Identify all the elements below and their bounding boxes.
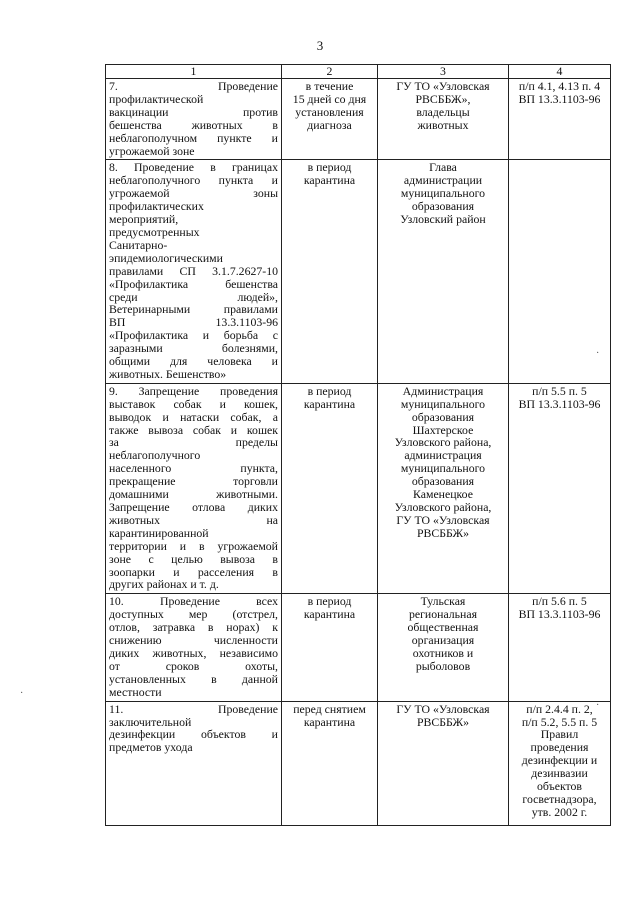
cell-text-line: неблагополучном пункте и bbox=[109, 130, 278, 145]
cell-text-line: также вывоза собак и кошек bbox=[109, 422, 278, 437]
cell-text-line: РВСББЖ» bbox=[416, 714, 470, 729]
cell-text-line: установления bbox=[295, 104, 364, 119]
table-cell-col-2 bbox=[282, 594, 378, 701]
cell-text-line: 10. Проведение всех bbox=[109, 594, 278, 609]
cell-text-line: Шахтерское bbox=[412, 422, 474, 437]
cell-text-line: заразными болезнями, bbox=[109, 341, 278, 356]
cell-text-line: карантинированной bbox=[109, 525, 209, 540]
cell-text-line: прекращение торговли bbox=[109, 474, 278, 489]
cell-text-line: п/п 5.5 п. 5 bbox=[532, 383, 587, 398]
cell-text-line: мероприятий, bbox=[109, 212, 179, 227]
cell-text-line: п/п 5.6 п. 5 bbox=[532, 594, 587, 609]
cell-text-line: утв. 2002 г. bbox=[531, 804, 588, 819]
cell-text-line: дезинфекции и bbox=[521, 753, 598, 768]
cell-text-line: 11. Проведение bbox=[109, 701, 278, 716]
cell-text-line: профилактической bbox=[109, 91, 204, 106]
cell-text-line: РВСББЖ» bbox=[416, 525, 470, 540]
table-cell-col-4 bbox=[509, 383, 611, 594]
cell-text-line: Запрещение отлова диких bbox=[109, 500, 278, 514]
cell-text-line: зоопарки и расселения в bbox=[109, 564, 278, 579]
scan-speck: · bbox=[596, 700, 600, 711]
table-cell-col-1 bbox=[106, 594, 282, 701]
cell-text-line: других районах и т. д. bbox=[109, 577, 219, 592]
cell-text-line: среди людей», bbox=[109, 289, 278, 304]
cell-text-line: Глава bbox=[429, 160, 457, 175]
cell-text-line: территории и в угрожаемой bbox=[109, 538, 278, 553]
cell-text-line: образования bbox=[411, 474, 475, 489]
table-row bbox=[106, 383, 611, 594]
table-cell-col-3 bbox=[378, 79, 509, 160]
table-cell-col-2 bbox=[282, 79, 378, 160]
header-col-4: 4 bbox=[509, 65, 611, 79]
cell-text-line: Тульская bbox=[420, 594, 466, 609]
cell-text-line: за пределы bbox=[109, 435, 278, 450]
cell-text-line: региональная bbox=[408, 607, 478, 622]
cell-text-line: диагноза bbox=[307, 117, 352, 132]
cell-text-line: общественная bbox=[407, 620, 479, 635]
cell-text-line: доступных мер (отстрел, bbox=[109, 607, 278, 622]
cell-text-line: Правил bbox=[540, 727, 579, 742]
scan-speck: · bbox=[596, 348, 600, 359]
cell-text-line: неблагополучного bbox=[109, 448, 201, 463]
table-cell-col-2 bbox=[282, 160, 378, 383]
cell-text-line: неблагополучного пункта и bbox=[109, 173, 278, 188]
table-cell-col-1 bbox=[106, 383, 282, 594]
cell-text-line: госветнадзора, bbox=[522, 791, 597, 806]
table-cell-col-2 bbox=[282, 701, 378, 825]
cell-text-line: проведения bbox=[530, 740, 589, 755]
header-col-3: 3 bbox=[378, 65, 509, 79]
cell-text-line: владельцы bbox=[416, 104, 470, 119]
cell-text-line: населенного пункта, bbox=[109, 461, 278, 476]
cell-text-line: вакцинации против bbox=[109, 104, 278, 119]
cell-text-line: Ветеринарными правилами bbox=[109, 302, 278, 317]
cell-text-line: ВП 13.3.1103-96 bbox=[518, 396, 601, 411]
cell-text-line: профилактических bbox=[109, 199, 204, 214]
cell-text-line: в течение bbox=[305, 79, 354, 93]
header-col-2: 2 bbox=[282, 65, 378, 79]
cell-text-line: Каменецкое bbox=[413, 487, 473, 502]
cell-text-line: 7. Проведение bbox=[109, 79, 278, 93]
cell-text-line: охотников и bbox=[412, 645, 474, 660]
cell-text-line: администрации bbox=[403, 173, 483, 188]
cell-text-line: муниципального bbox=[400, 396, 486, 411]
cell-text-line: животных. Бешенство» bbox=[109, 366, 227, 381]
cell-text-line: образования bbox=[411, 199, 475, 214]
cell-text-line: Санитарно- bbox=[109, 237, 168, 252]
cell-text-line: угрожаемой зоне bbox=[109, 143, 195, 158]
cell-text-line: карантина bbox=[303, 396, 356, 411]
cell-text-line: образования bbox=[411, 409, 475, 424]
cell-text-line: Узловского района, bbox=[394, 500, 492, 514]
cell-text-line: от сроков охоты, bbox=[109, 658, 278, 673]
cell-text-line: 9. Запрещение проведения bbox=[109, 383, 278, 398]
cell-text-line: п/п 4.1, 4.13 п. 4 bbox=[518, 79, 601, 93]
cell-text-line: объектов bbox=[537, 779, 582, 794]
table-cell-col-3 bbox=[378, 383, 509, 594]
cell-text-line: установленных в данной bbox=[109, 671, 278, 686]
cell-text-line: бешенства животных в bbox=[109, 117, 278, 132]
cell-text-line: в период bbox=[307, 383, 352, 398]
table-cell-col-2 bbox=[282, 383, 378, 594]
table-cell-col-1 bbox=[106, 160, 282, 383]
cell-text-line: отлов, затравка в норах) к bbox=[109, 620, 278, 635]
table-cell-col-1 bbox=[106, 701, 282, 825]
cell-text-line: п/п 5.2, 5.5 п. 5 bbox=[521, 714, 598, 729]
cell-text-line: угрожаемой зоны bbox=[109, 186, 278, 201]
cell-text-line: Администрация bbox=[402, 383, 484, 398]
cell-text-line: дезинвазии bbox=[531, 766, 588, 781]
cell-text-line: «Профилактика и борьба с bbox=[109, 328, 278, 343]
cell-text-line: дезинфекции объектов и bbox=[109, 727, 278, 742]
cell-text-line: зоне с целью вывоза в bbox=[109, 551, 278, 566]
cell-text-line: п/п 2.4.4 п. 2, bbox=[526, 701, 593, 716]
cell-text-line: карантина bbox=[303, 173, 356, 188]
cell-text-line: местности bbox=[109, 684, 162, 699]
table-row bbox=[106, 79, 611, 160]
cell-text-line: выставок собак и кошек, bbox=[109, 396, 278, 411]
cell-text-line: животных на bbox=[109, 512, 278, 527]
cell-text-line: ГУ ТО «Узловская bbox=[396, 79, 490, 93]
cell-text-line: ВП 13.3.1103-96 bbox=[518, 607, 601, 622]
cell-text-line: рыболовов bbox=[415, 658, 471, 673]
cell-text-line: ГУ ТО «Узловская bbox=[396, 512, 490, 527]
cell-text-line: заключительной bbox=[109, 714, 192, 729]
cell-text-line: предусмотренных bbox=[109, 224, 200, 239]
scan-speck: · bbox=[20, 688, 24, 699]
cell-text-line: РВСББЖ», bbox=[415, 91, 471, 106]
page-number: 3 bbox=[316, 38, 324, 53]
header-col-1: 1 bbox=[106, 65, 282, 79]
header-row bbox=[106, 65, 611, 79]
cell-text-line: предметов ухода bbox=[109, 740, 193, 755]
table-cell-col-1 bbox=[106, 79, 282, 160]
table-cell-col-4 bbox=[509, 701, 611, 825]
cell-text-line: 8. Проведение в границах bbox=[109, 160, 278, 175]
cell-text-line: общими для человека и bbox=[109, 354, 278, 369]
table-row bbox=[106, 160, 611, 383]
cell-text-line: выводок и натаски собак, а bbox=[109, 409, 278, 424]
cell-text-line: муниципального bbox=[400, 186, 486, 201]
cell-text-line: ВП 13.3.1103-96 bbox=[109, 315, 278, 330]
cell-text-line: организация bbox=[411, 633, 475, 648]
cell-text-line: Узловский район bbox=[400, 212, 486, 227]
table-cell-col-3 bbox=[378, 594, 509, 701]
cell-text-line: ГУ ТО «Узловская bbox=[396, 701, 490, 716]
cell-text-line: муниципального bbox=[400, 461, 486, 476]
cell-text-line: ВП 13.3.1103-96 bbox=[518, 91, 601, 106]
table-cell-col-3 bbox=[378, 701, 509, 825]
cell-text-line: в период bbox=[307, 160, 352, 175]
cell-text-line: эпидемиологическими bbox=[109, 250, 223, 265]
cell-text-line: животных bbox=[417, 117, 469, 132]
cell-text-line: перед снятием bbox=[293, 701, 366, 716]
cell-text-line: диких животных, независимо bbox=[109, 645, 278, 660]
cell-text-line: 15 дней со дня bbox=[292, 91, 367, 106]
cell-text-line: снижению численности bbox=[109, 633, 278, 648]
cell-text-line: правилами СП 3.1.7.2627-10 bbox=[109, 263, 278, 278]
cell-text-line: Узловского района, bbox=[394, 435, 492, 450]
cell-text-line: карантина bbox=[303, 607, 356, 622]
cell-text-line: карантина bbox=[303, 714, 356, 729]
table-cell-col-3 bbox=[378, 160, 509, 383]
cell-text-line: в период bbox=[307, 594, 352, 609]
cell-text-line: «Профилактика бешенства bbox=[109, 276, 278, 291]
cell-text-line: домашними животными. bbox=[109, 487, 278, 502]
table-cell-col-4 bbox=[509, 79, 611, 160]
table-row bbox=[106, 701, 611, 825]
cell-text-line: администрация bbox=[404, 448, 482, 463]
measures-table bbox=[105, 64, 611, 826]
table-row bbox=[106, 594, 611, 701]
table-cell-col-4 bbox=[509, 594, 611, 701]
